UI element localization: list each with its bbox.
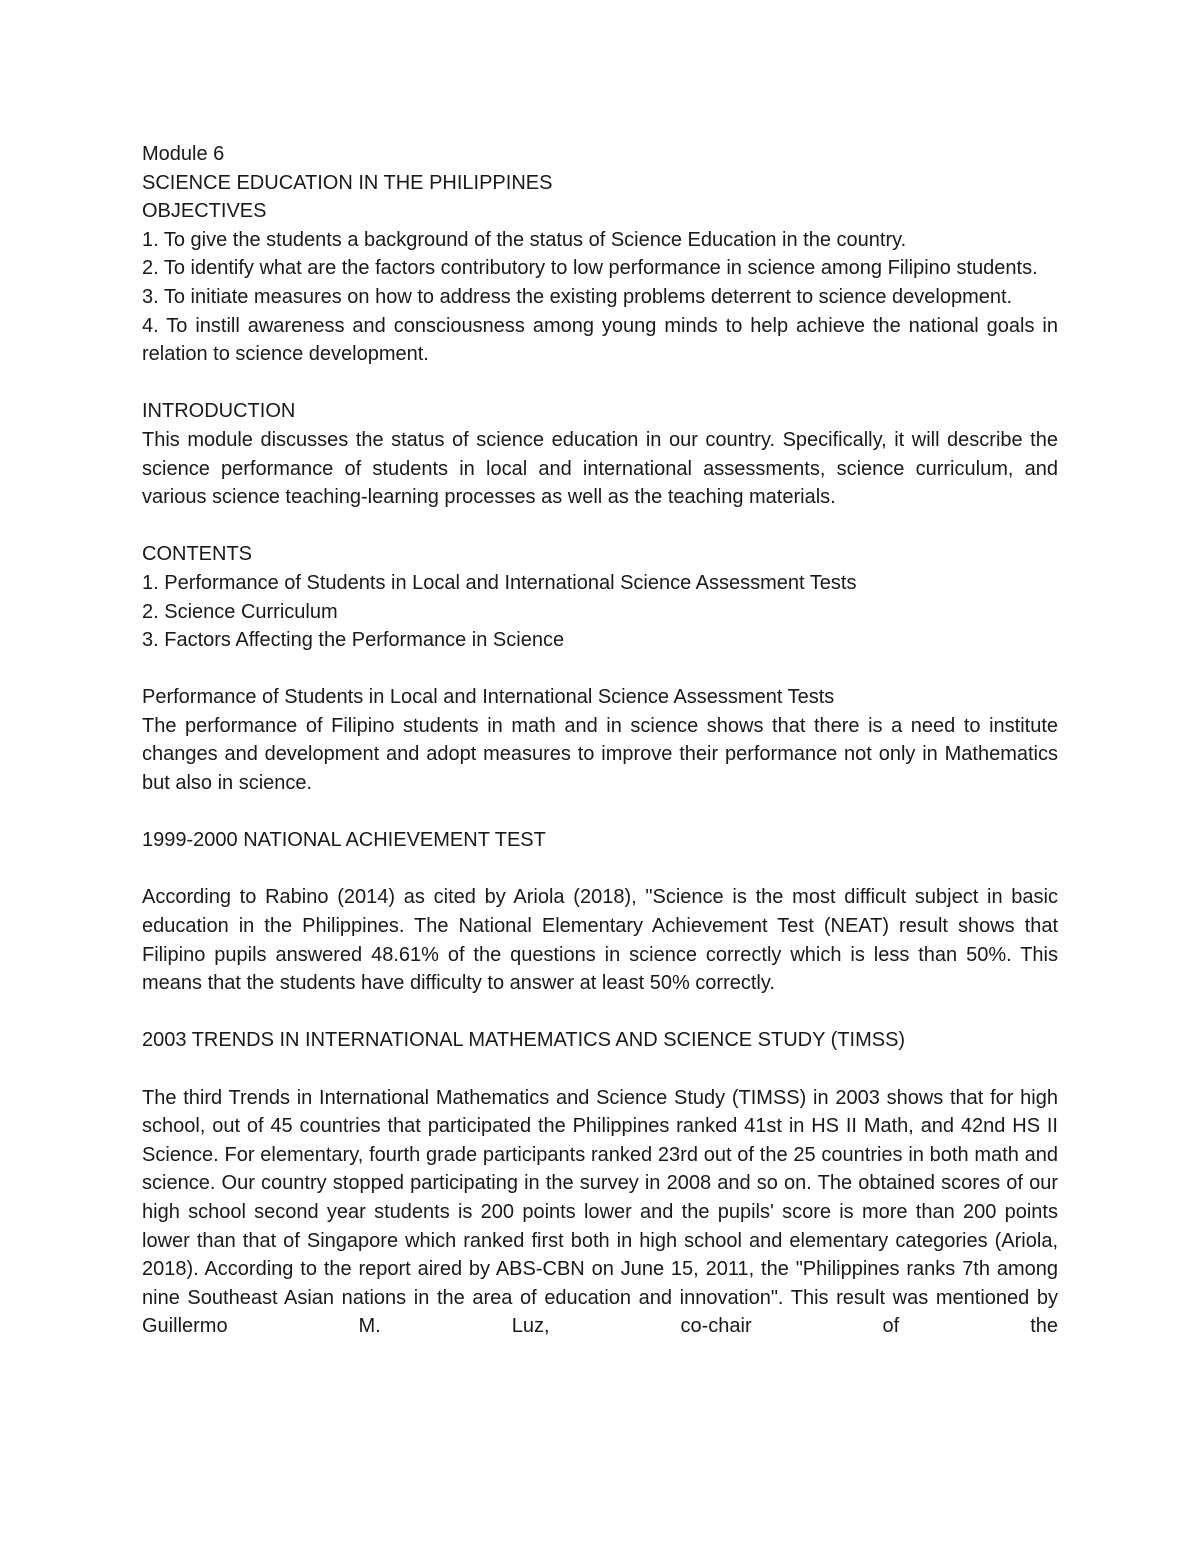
performance-paragraph: The performance of Filipino students in math and in science shows that there is a need to institute changes and development and adopt measures to improve their performance not only in Mathematics but also in science. <box>142 714 1058 795</box>
module-label: Module 6 <box>142 143 225 165</box>
document-page <box>142 140 1058 1341</box>
objective-item: 1. To give the students a background of the status of Science Education in the country. <box>142 228 907 251</box>
nat-heading: 1999-2000 NATIONAL ACHIEVEMENT TEST <box>142 829 546 852</box>
timss-heading: 2003 TRENDS IN INTERNATIONAL MATHEMATICS AND SCIENCE STUDY (TIMSS) <box>142 1029 906 1052</box>
contents-item: 2. Science Curriculum <box>142 600 338 623</box>
introduction-heading: INTRODUCTION <box>142 400 296 423</box>
contents-item: 3. Factors Affecting the Performance in Science <box>142 629 565 652</box>
objective-item: 3. To initiate measures on how to address the existing problems deterrent to science development. <box>142 285 1013 308</box>
performance-heading: Performance of Students in Local and International Science Assessment Tests <box>142 686 835 709</box>
introduction-paragraph: This module discusses the status of science education in our country. Specifically, it will describe the science performance of students in local and international assessments, science curriculum, and various science teaching-learning processes as well as the teaching materials. <box>142 428 1058 509</box>
nat-paragraph: According to Rabino (2014) as cited by Ariola (2018), "Science is the most difficult subject in basic education in the Philippines. The National Elementary Achievement Test (NEAT) result shows that Filipino pupils answered 48.61% of the questions in science correctly which is less than 50%. This means that the students have difficulty to answer at least 50% correctly. <box>142 886 1058 995</box>
document-title: SCIENCE EDUCATION IN THE PHILIPPINES <box>142 171 553 194</box>
timss-paragraph: The third Trends in International Mathematics and Science Study (TIMSS) in 2003 shows that for high school, out of 45 countries that participated the Philippines ranked 41st in HS II Math, and 42nd HS II Science. For elementary, fourth grade participants ranked 23rd out of the 25 countries in both math and science. Our country stopped participating in the survey in 2008 and so on. The obtained scores of our high school second year students is 200 points lower and the pupils' score is more than 200 points lower than that of Singapore which ranked first both in high school and elementary categories (Ariola, 2018). According to the report aired by ABS-CBN on June 15, 2011, the "Philippines ranks 7th among nine Southeast Asian nations in the area of education and innovation". This result was mentioned by Guillermo M. Luz, co-chair of the <box>142 1086 1058 1338</box>
objectives-heading: OBJECTIVES <box>142 200 267 223</box>
objective-item: 2. To identify what are the factors contributory to low performance in science among Filipino students. <box>142 257 1038 280</box>
contents-item: 1. Performance of Students in Local and International Science Assessment Tests <box>142 571 857 594</box>
contents-heading: CONTENTS <box>142 543 252 566</box>
objective-item: 4. To instill awareness and consciousness among young minds to help achieve the national goals in relation to science development. <box>142 314 1058 366</box>
